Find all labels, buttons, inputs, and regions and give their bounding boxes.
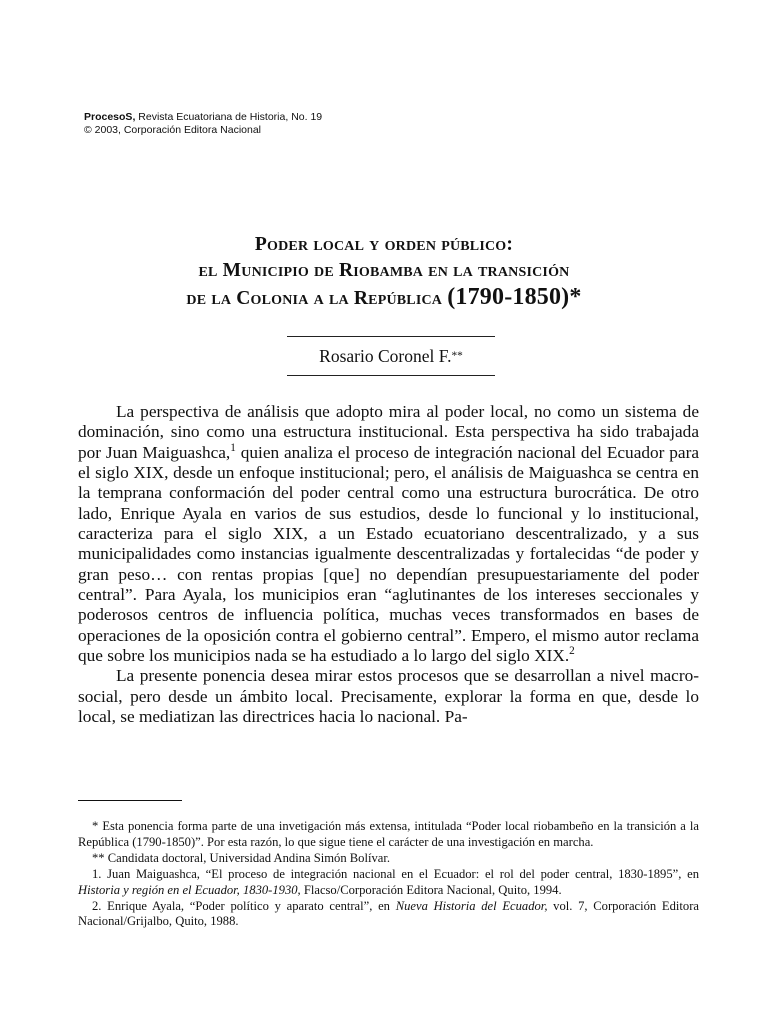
article-title <box>0 232 768 312</box>
footnote-2 <box>78 899 699 931</box>
author-name: Rosario Coronel F. <box>319 345 452 366</box>
title-line-2: el Municipio de Riobamba en la transición <box>198 260 570 281</box>
footnote-1-book-title: Historia y región en el Ecuador, 1830-1930, <box>78 882 301 897</box>
paragraph-2: La presente ponencia desea mirar estos procesos que se desarrollan a nivel macro-social, pero desde un ámbito local. Precisamente, explorar la forma en que, desde lo local, se mediatizan las directrices hacia lo nacional. Pa- <box>78 666 699 727</box>
paragraph-1 <box>78 402 699 666</box>
title-line-3 <box>0 284 768 312</box>
article-body <box>78 402 699 728</box>
journal-brand: ProcesoS, <box>84 111 136 123</box>
footnote-2-book-title: Nueva Historia del Ecuador, <box>395 898 548 913</box>
footnotes <box>78 819 699 930</box>
footnote-1-part-b: Flacso/Corporación Editora Nacional, Quito, 1994. <box>300 882 562 897</box>
copyright-line: © 2003, Corporación Editora Nacional <box>84 123 262 136</box>
footnote-2-part-a: 2. Enrique Ayala, “Poder político y aparato central”, en <box>92 898 396 913</box>
footnote-double-star: ** Candidata doctoral, Universidad Andina Simón Bolívar. <box>92 850 391 865</box>
footnote-2-part-b: vol. 7, Corporación Editora Nacional/Grijalbo, Quito, 1988. <box>78 898 699 929</box>
footnote-1 <box>78 867 699 899</box>
journal-citation <box>84 111 322 124</box>
title-line-3-text: de la Colonia a la República <box>186 288 443 309</box>
title-line-1: Poder local y orden público: <box>254 234 514 255</box>
footnote-ref-1: 1 <box>230 441 236 454</box>
footnote-ref-2: 2 <box>569 645 575 658</box>
paragraph-1-part-a: La perspectiva de análisis que adopto mira al poder local, no como un sistema de dominación, sino como una estructura institucional. Esta perspectiva ha sido trabajada por Juan Maiguashca, <box>78 402 699 462</box>
journal-issue: Revista Ecuatoriana de Historia, No. 19 <box>138 111 323 123</box>
footnote-divider <box>78 800 182 801</box>
footnote-star: * Esta ponencia forma parte de una invetigación más extensa, intitulada “Poder local riobambeño en la transición a la República (1790-1850)”. Por esta razón, lo que sigue tiene el carácter de una investigación en marcha. <box>78 819 699 849</box>
footnote-1-part-a: 1. Juan Maiguashca, “El proceso de integración nacional en el Ecuador: el rol del poder central, 1830-1895”, en <box>92 866 699 881</box>
author-byline: Rosario Coronel F. ** <box>287 336 495 376</box>
journal-header <box>84 111 322 136</box>
paragraph-1-part-b: quien analiza el proceso de integración nacional del Ecuador para el siglo XIX, desde un enfoque institucional; pero, el análisis de Maiguashca se centra en la temprana conformación del poder central como una estructura burocrática. De otro lado, Enrique Ayala en varios de sus estudios, desde lo funcional y lo institucional, caracteriza para el siglo XIX, a un Estado ecuatoriano descentralizado, y a sus municipalidades como instancias igualmente descentralizadas y fortalecidas “de poder y gran peso… con rentas propias [que] no dependían presupuestariamente del poder central”. Para Ayala, los municipios eran “aglutinantes de los intereses seccionales y poderosos centros de influencia política, muchas veces transformados en bases de operaciones de la oposición contra el gobierno central”. Empero, el mismo autor reclama que sobre los municipios nada se ha estudiado a lo largo del siglo XIX. <box>78 442 699 666</box>
title-dates: (1790-1850)* <box>447 284 582 310</box>
